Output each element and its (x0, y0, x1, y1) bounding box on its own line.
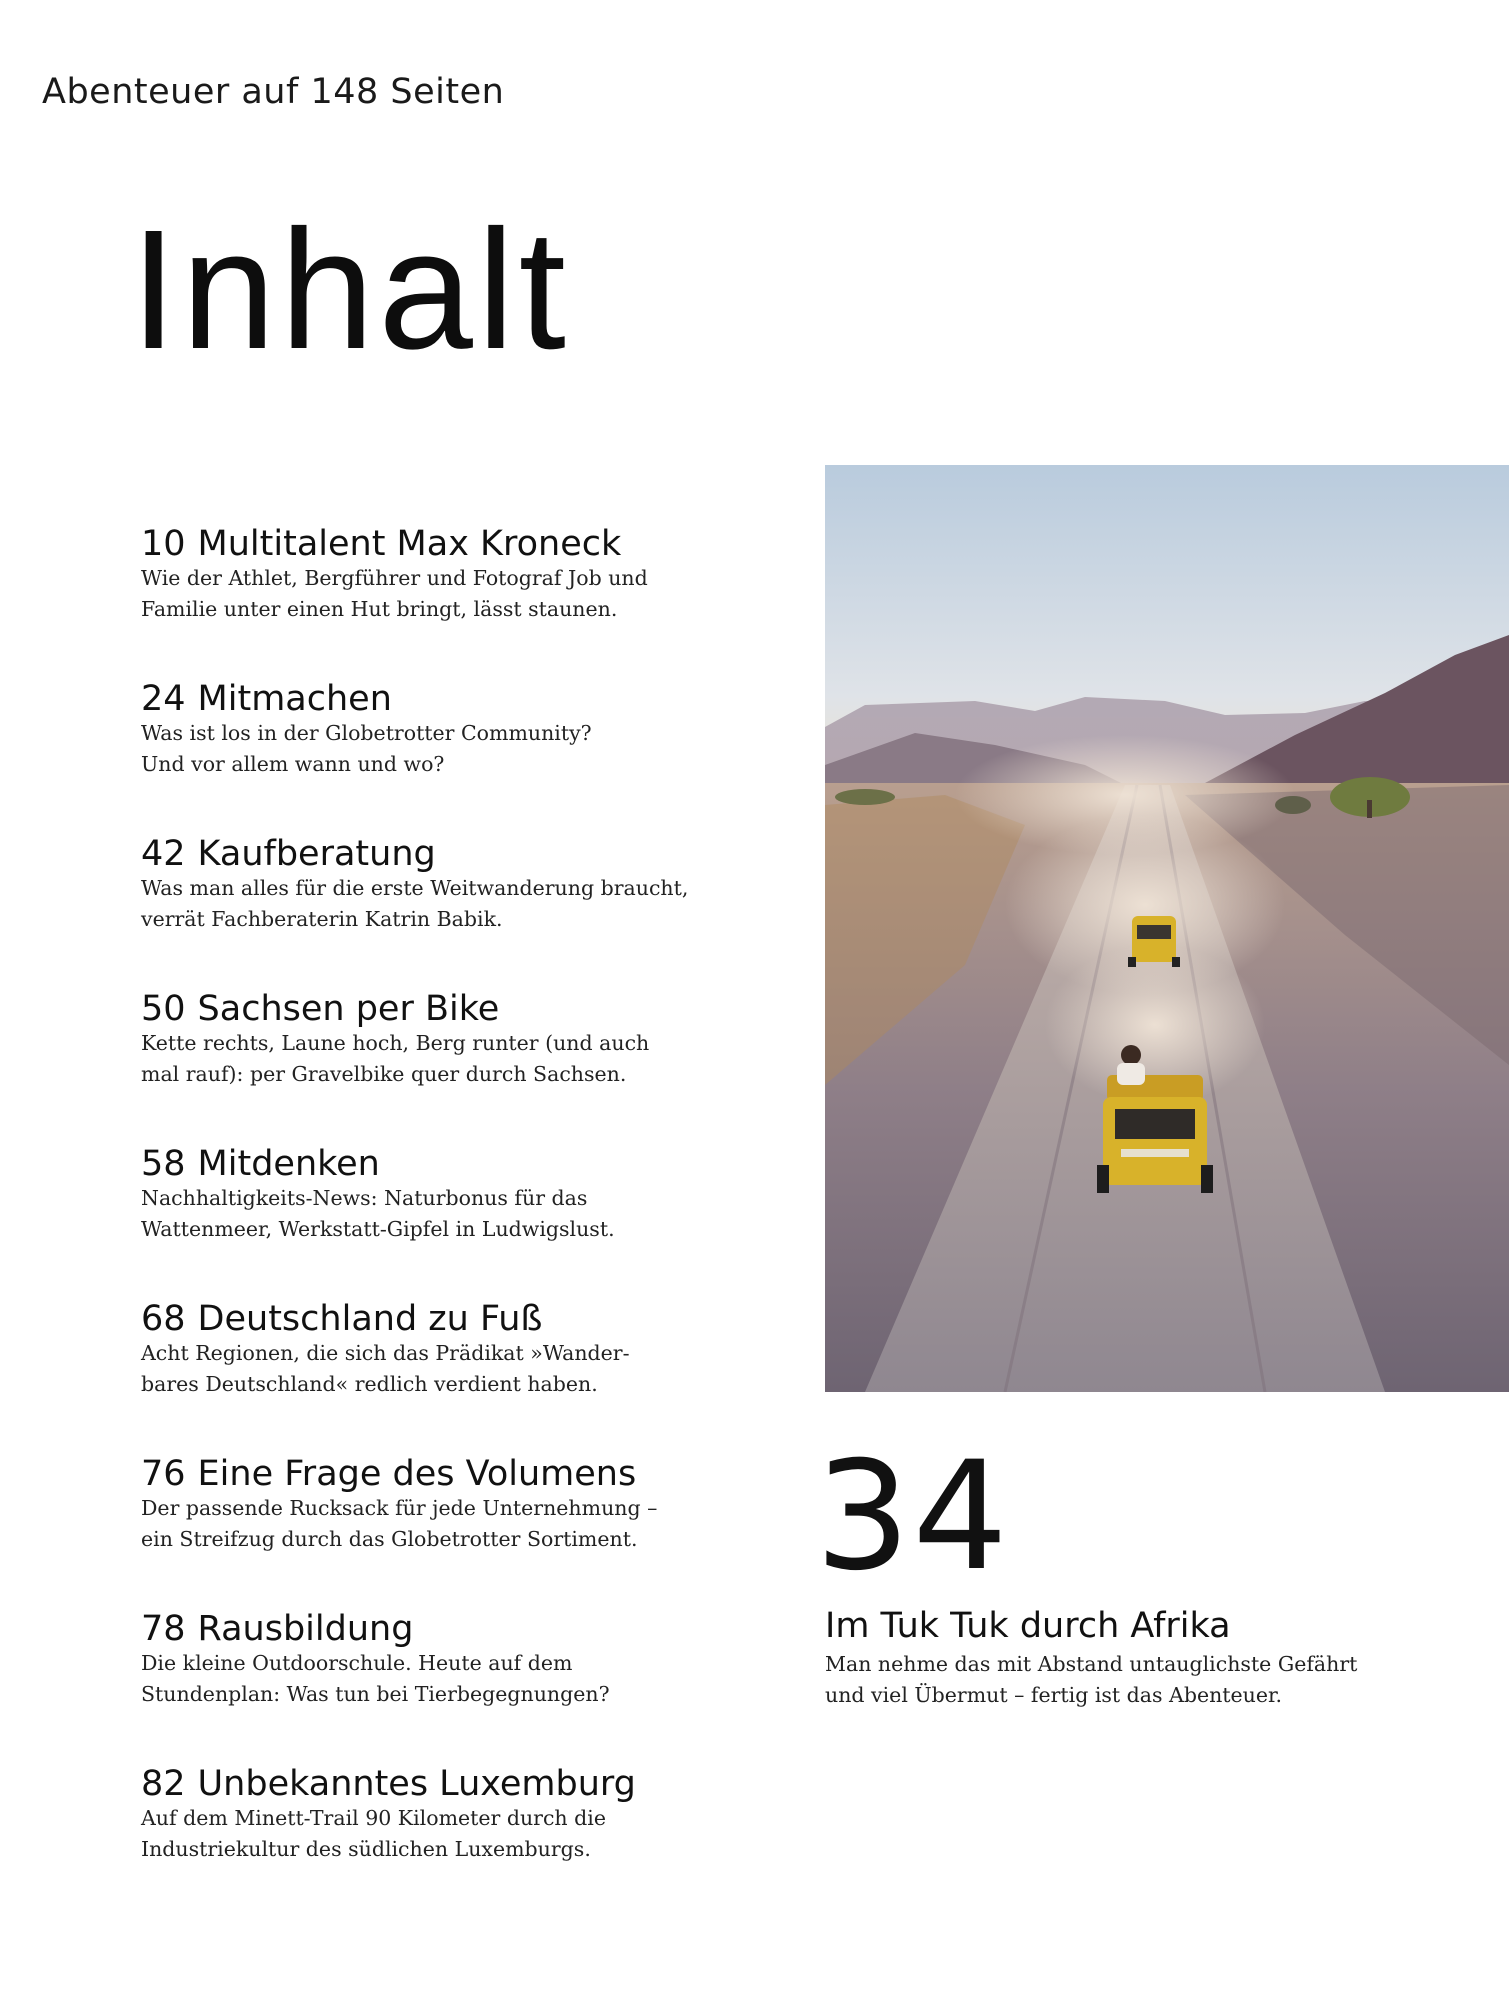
description-line: Wie der Athlet, Bergführer und Fotograf Job und (141, 566, 648, 590)
toc-entry[interactable] (141, 1608, 761, 1763)
toc-entry-title: Eine Frage des Volumens (197, 1454, 637, 1494)
toc-entry-title: Unbekanntes Luxemburg (197, 1764, 636, 1804)
page-title: Inhalt (130, 195, 570, 385)
toc-entry-title: Kaufberatung (197, 834, 436, 874)
toc-entry-description (141, 1648, 761, 1710)
toc-entry[interactable] (141, 1298, 761, 1453)
toc-entry[interactable] (141, 1453, 761, 1608)
toc-page-number: 82 (141, 1764, 186, 1804)
description-line: Die kleine Outdoorschule. Heute auf dem (141, 1651, 573, 1675)
toc-entry[interactable] (141, 678, 761, 833)
page-kicker: Abenteuer auf 148 Seiten (42, 72, 505, 112)
description-line: Was man alles für die erste Weitwanderung braucht, (141, 876, 689, 900)
feature-photo[interactable] (825, 465, 1509, 1392)
toc-page-number: 10 (141, 524, 186, 564)
toc-entry-description (141, 873, 761, 935)
toc-entry-description (141, 718, 761, 780)
description-line: verrät Fachberaterin Katrin Babik. (141, 907, 503, 931)
toc-entry-heading (141, 678, 761, 720)
toc-entry-title: Multitalent Max Kroneck (197, 524, 622, 564)
toc-entry-description (141, 1028, 761, 1090)
feature-description (825, 1649, 1425, 1711)
toc-entry-description (141, 1803, 761, 1865)
toc-page-number: 78 (141, 1609, 186, 1649)
toc-entry-title: Sachsen per Bike (197, 989, 500, 1029)
description-line: Acht Regionen, die sich das Prädikat »Wander- (141, 1341, 630, 1365)
description-line: Familie unter einen Hut bringt, lässt staunen. (141, 597, 618, 621)
description-line: bares Deutschland« redlich verdient haben. (141, 1372, 598, 1396)
description-line: Auf dem Minett-Trail 90 Kilometer durch die (141, 1806, 606, 1830)
toc-entry[interactable] (141, 1763, 761, 1918)
bush (1275, 796, 1311, 814)
toc-page-number: 50 (141, 989, 186, 1029)
toc-page-number: 68 (141, 1299, 186, 1339)
toc-page-number: 42 (141, 834, 186, 874)
desert-road-illustration (825, 465, 1509, 1392)
toc-entry[interactable] (141, 523, 761, 678)
toc-page-number: 76 (141, 1454, 186, 1494)
toc-entry[interactable] (141, 988, 761, 1143)
acacia-trunk (1367, 800, 1372, 818)
description-line: Stundenplan: Was tun bei Tierbegegnungen? (141, 1682, 610, 1706)
feature-title[interactable]: Im Tuk Tuk durch Afrika (825, 1606, 1231, 1646)
toc-entry-title: Mitmachen (197, 679, 392, 719)
description-line: mal rauf): per Gravelbike quer durch Sachsen. (141, 1062, 627, 1086)
toc-entry-heading (141, 523, 761, 565)
description-line: Man nehme das mit Abstand untauglichste Gefährt (825, 1652, 1358, 1676)
description-line: ein Streifzug durch das Globetrotter Sortiment. (141, 1527, 638, 1551)
toc-entry-description (141, 1183, 761, 1245)
feature-page-number: 34 (815, 1430, 1010, 1604)
toc-entry-title: Rausbildung (197, 1609, 414, 1649)
bush (835, 789, 895, 805)
description-line: und viel Übermut – fertig ist das Abenteuer. (825, 1683, 1283, 1707)
toc-entry-description (141, 1338, 761, 1400)
toc-entry-title: Deutschland zu Fuß (197, 1299, 543, 1339)
toc-entry-heading (141, 988, 761, 1030)
toc-entry-heading (141, 1763, 761, 1805)
toc-entry[interactable] (141, 833, 761, 988)
toc-entry-heading (141, 833, 761, 875)
toc-entry-description (141, 563, 761, 625)
description-line: Wattenmeer, Werkstatt-Gipfel in Ludwigslust. (141, 1217, 615, 1241)
description-line: Kette rechts, Laune hoch, Berg runter (und auch (141, 1031, 650, 1055)
toc-entry-heading (141, 1608, 761, 1650)
toc-entry[interactable] (141, 1143, 761, 1298)
description-line: Nachhaltigkeits-News: Naturbonus für das (141, 1186, 588, 1210)
description-line: Der passende Rucksack für jede Unternehmung – (141, 1496, 658, 1520)
toc-entry-heading (141, 1453, 761, 1495)
toc-entry-description (141, 1493, 761, 1555)
description-line: Was ist los in der Globetrotter Community? (141, 721, 592, 745)
description-line: Und vor allem wann und wo? (141, 752, 445, 776)
toc-entry-heading (141, 1143, 761, 1185)
toc-page-number: 58 (141, 1144, 186, 1184)
toc-page-number: 24 (141, 679, 186, 719)
tuktuk-far (1128, 916, 1180, 967)
description-line: Industriekultur des südlichen Luxemburgs. (141, 1837, 591, 1861)
toc-list (141, 523, 761, 1918)
toc-entry-title: Mitdenken (197, 1144, 380, 1184)
toc-entry-heading (141, 1298, 761, 1340)
